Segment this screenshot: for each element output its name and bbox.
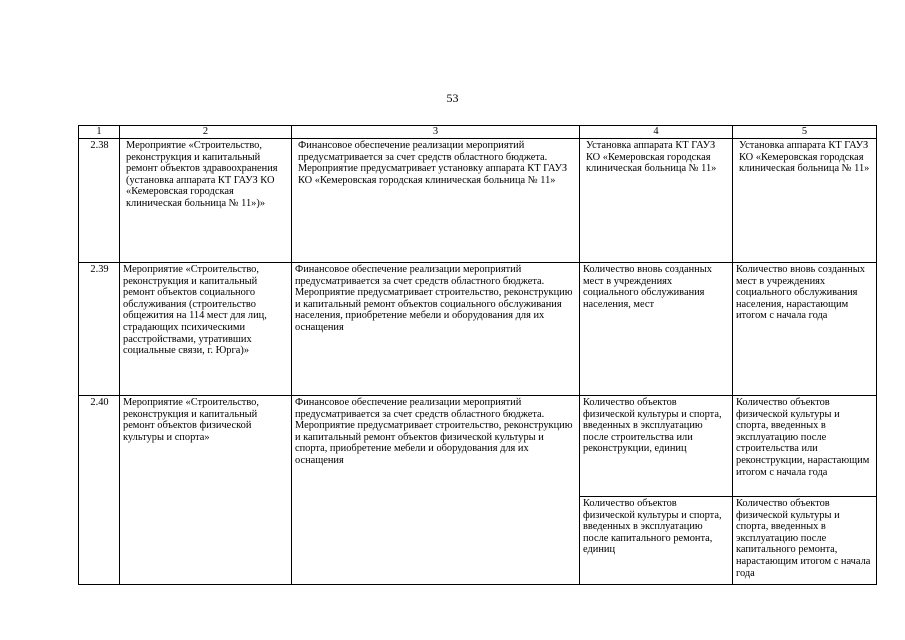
table-row-2-38 bbox=[79, 139, 877, 263]
indicator-progress-cell: Установка аппарата КТ ГАУЗ КО «Кемеровская городская клиническая больница № 11» bbox=[733, 139, 877, 263]
indicator-cell: Установка аппарата КТ ГАУЗ КО «Кемеровская городская клиническая больница № 11» bbox=[580, 139, 733, 263]
table-row-2-40 bbox=[79, 396, 877, 497]
page-number: 53 bbox=[446, 91, 459, 105]
indicator-progress-cell: Количество объектов физической культуры и спорта, введенных в эксплуатацию после капитального ремонта, нарастающим итогом с начала года bbox=[733, 497, 877, 585]
table-header-row bbox=[79, 126, 877, 139]
indicator-progress-cell: Количество вновь созданных мест в учреждениях социального обслуживания населения, нарастающим итогом с начала года bbox=[733, 263, 877, 396]
header-cell-4: 4 bbox=[580, 126, 733, 139]
event-name-cell: Мероприятие «Строительство, реконструкция и капитальный ремонт объектов здравоохранения (установка аппарата КТ ГАУЗ КО «Кемеровская городская клиническая больница № 11»)» bbox=[120, 139, 292, 263]
indicator-cell: Количество объектов физической культуры и спорта, введенных в эксплуатацию после строительства или реконструкции, единиц bbox=[580, 396, 733, 497]
event-name-cell: Мероприятие «Строительство, реконструкция и капитальный ремонт объектов социального обслуживания (строительство общежития на 114 мест для лиц, страдающих психическими расстройствами, утративших социальные связи, г. Юрга)» bbox=[120, 263, 292, 396]
event-name-cell: Мероприятие «Строительство, реконструкция и капитальный ремонт объектов физической культуры и спорта» bbox=[120, 396, 292, 585]
row-number: 2.38 bbox=[79, 139, 120, 263]
header-cell-2: 2 bbox=[120, 126, 292, 139]
indicator-progress-cell: Количество объектов физической культуры и спорта, введенных в эксплуатацию после строительства или реконструкции, нарастающим итогом с начала года bbox=[733, 396, 877, 497]
header-cell-3: 3 bbox=[292, 126, 580, 139]
financing-cell: Финансовое обеспечение реализации мероприятий предусматривается за счет средств областного бюджета. Мероприятие предусматривает строительство, реконструкцию и капитальный ремонт объектов социального обслуживания населения, приобретение мебели и оборудования для их оснащения bbox=[292, 263, 580, 396]
header-cell-1: 1 bbox=[79, 126, 120, 139]
indicator-cell: Количество объектов физической культуры и спорта, введенных в эксплуатацию после капитального ремонта, единиц bbox=[580, 497, 733, 585]
row-number: 2.39 bbox=[79, 263, 120, 396]
table-row-2-39 bbox=[79, 263, 877, 396]
financing-cell: Финансовое обеспечение реализации мероприятий предусматривается за счет средств областного бюджета. Мероприятие предусматривает установку аппарата КТ ГАУЗ КО «Кемеровская городская клиническая больница № 11» bbox=[292, 139, 580, 263]
indicator-cell: Количество вновь созданных мест в учреждениях социального обслуживания населения, мест bbox=[580, 263, 733, 396]
financing-cell: Финансовое обеспечение реализации мероприятий предусматривается за счет средств областного бюджета. Мероприятие предусматривает строительство, реконструкцию и капитальный ремонт объектов физической культуры и спорта, приобретение мебели и оборудования для их оснащения bbox=[292, 396, 580, 585]
header-cell-5: 5 bbox=[733, 126, 877, 139]
row-number: 2.40 bbox=[79, 396, 120, 585]
program-events-table bbox=[78, 125, 877, 585]
